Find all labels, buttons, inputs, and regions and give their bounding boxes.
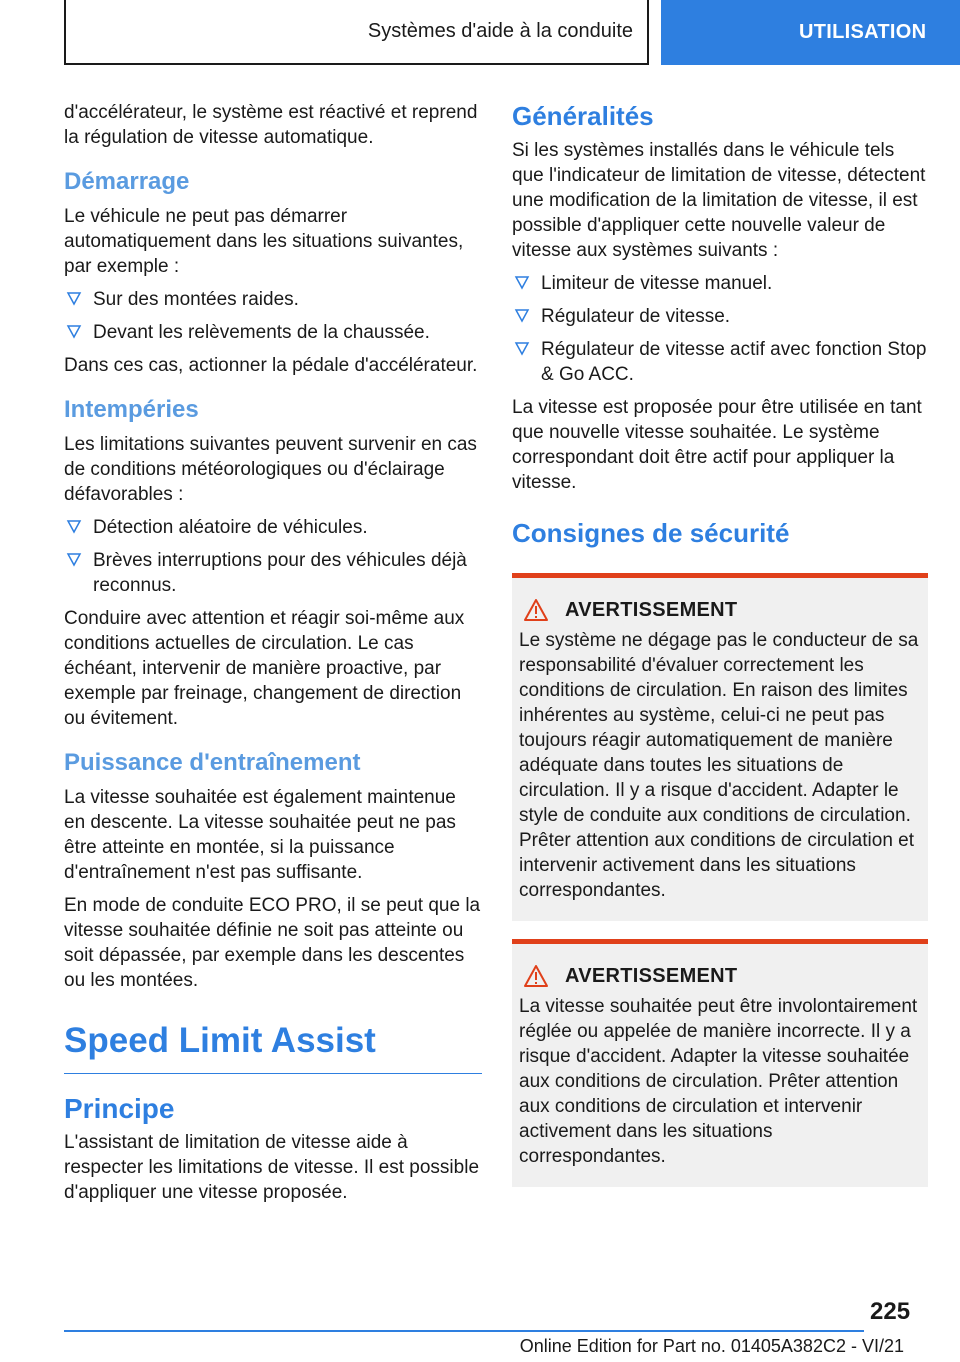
warning-label: AVERTISSEMENT bbox=[565, 598, 738, 621]
footer-divider bbox=[64, 1330, 864, 1332]
heading-principe: Principe bbox=[64, 1093, 175, 1124]
edition-text: Online Edition for Part no. 01405A382C2 - VI/21 bbox=[519, 1336, 904, 1356]
list-item bbox=[512, 304, 928, 329]
puissance-p2: En mode de conduite ECO PRO, il se peut que la vitesse souhaitée définie ne soit pas atteinte ou soit dépassée, par exemple dans les descentes ou les montées. bbox=[64, 895, 481, 991]
list-item-text: Sur des montées raides. bbox=[93, 289, 299, 310]
list-item-text: Brèves interruptions pour des véhicules déjà reconnus. bbox=[93, 550, 467, 596]
intemperies-after: Conduire avec attention et réagir soi-même aux conditions actuelles de circulation. Le cas échéant, intervenir de manière proactive, par exemple par freinage, changement de direction ou évitement. bbox=[64, 608, 465, 729]
heading-intemperies: Intempéries bbox=[64, 396, 199, 423]
intemperies-text: Les limitations suivantes peuvent survenir en cas de conditions météorologiques ou d'éclairage défavorables : bbox=[64, 434, 477, 505]
heading-demarrage: Démarrage bbox=[64, 168, 190, 195]
left-column bbox=[64, 100, 482, 1213]
list-item bbox=[64, 320, 482, 345]
triangle-bullet-icon bbox=[514, 307, 530, 325]
list-item-text: Limiteur de vitesse manuel. bbox=[541, 273, 773, 294]
right-column bbox=[512, 100, 928, 1205]
heading-puissance: Puissance d'entraînement bbox=[64, 749, 361, 776]
list-item bbox=[64, 287, 482, 312]
puissance-p1: La vitesse souhaitée est également maintenue en descente. La vitesse souhaitée peut ne pas être atteinte en montée, si la puissance d'entraînement n'est pas suffisante. bbox=[64, 787, 456, 883]
section-title: Systèmes d'aide à la conduite bbox=[367, 20, 633, 42]
list-item bbox=[512, 271, 928, 296]
heading-speed-limit-assist: Speed Limit Assist bbox=[64, 1019, 482, 1074]
warning-text: La vitesse souhaitée peut être involontairement réglée ou appelée de manière incorrecte. Il y a risque d'accident. Adapter la vitesse souhaitée aux conditions de circulation. Prêter attention aux conditions de circulation et intervenir activement dans les situations correspondantes. bbox=[519, 996, 918, 1167]
warning-triangle-icon bbox=[523, 964, 549, 988]
demarrage-after: Dans ces cas, actionner la pédale d'accélérateur. bbox=[64, 355, 478, 376]
list-item bbox=[64, 548, 482, 598]
heading-consignes: Consignes de sécurité bbox=[512, 518, 790, 548]
list-item-text: Régulateur de vitesse. bbox=[541, 306, 731, 327]
heading-generalites: Généralités bbox=[512, 101, 654, 131]
chapter-tab[interactable] bbox=[661, 0, 960, 65]
principe-text: L'assistant de limitation de vitesse aide à respecter les limitations de vitesse. Il est possible d'appliquer une vitesse proposée. bbox=[64, 1132, 480, 1203]
list-item-text: Détection aléatoire de véhicules. bbox=[93, 517, 368, 538]
intro-paragraph: d'accélérateur, le système est réactivé et reprend la régulation de vitesse automatique. bbox=[64, 102, 478, 148]
list-item-text: Régulateur de vitesse actif avec fonction Stop & Go ACC. bbox=[541, 339, 927, 385]
warning-label: AVERTISSEMENT bbox=[565, 964, 738, 987]
intemperies-list bbox=[64, 515, 482, 598]
triangle-bullet-icon bbox=[514, 274, 530, 292]
warning-header bbox=[519, 964, 920, 988]
warning-box bbox=[512, 939, 928, 1187]
list-item bbox=[64, 515, 482, 540]
chapter-tab-label: UTILISATION bbox=[799, 21, 927, 43]
demarrage-text: Le véhicule ne peut pas démarrer automatiquement dans les situations suivantes, par exemple : bbox=[64, 206, 464, 277]
triangle-bullet-icon bbox=[66, 518, 82, 536]
list-item bbox=[512, 337, 928, 387]
warning-box bbox=[512, 573, 928, 921]
triangle-bullet-icon bbox=[66, 290, 82, 308]
generalites-text: Si les systèmes installés dans le véhicule tels que l'indicateur de limitation de vitesse, détectent une modification de la limitation de vitesse, il est possible d'appliquer cette nouvelle valeur de vitesse aux systèmes suivants : bbox=[512, 140, 926, 261]
triangle-bullet-icon bbox=[66, 323, 82, 341]
warning-header bbox=[519, 598, 920, 622]
generalites-list bbox=[512, 271, 928, 387]
warning-text: Le système ne dégage pas le conducteur de sa responsabilité d'évaluer correctement les conditions de circulation. En raison des limites inhérentes au système, celui-ci ne peut pas toujours réagir automatiquement de manière adéquate dans toutes les situations de circulation. Il y a risque d'accident. Adapter le style de conduite aux conditions de circulation. Prêter attention aux conditions de circulation et intervenir activement dans les situations correspondantes. bbox=[519, 630, 919, 901]
page-number: 225 bbox=[870, 1298, 911, 1325]
triangle-bullet-icon bbox=[66, 551, 82, 569]
header-section-title bbox=[64, 0, 649, 65]
warning-triangle-icon bbox=[523, 598, 549, 622]
demarrage-list bbox=[64, 287, 482, 345]
generalites-after: La vitesse est proposée pour être utilisée en tant que nouvelle vitesse souhaitée. Le système correspondant doit être actif pour appliquer la vitesse. bbox=[512, 397, 922, 493]
footer-edition bbox=[0, 1336, 960, 1357]
triangle-bullet-icon bbox=[514, 340, 530, 358]
list-item-text: Devant les relèvements de la chaussée. bbox=[93, 322, 430, 343]
